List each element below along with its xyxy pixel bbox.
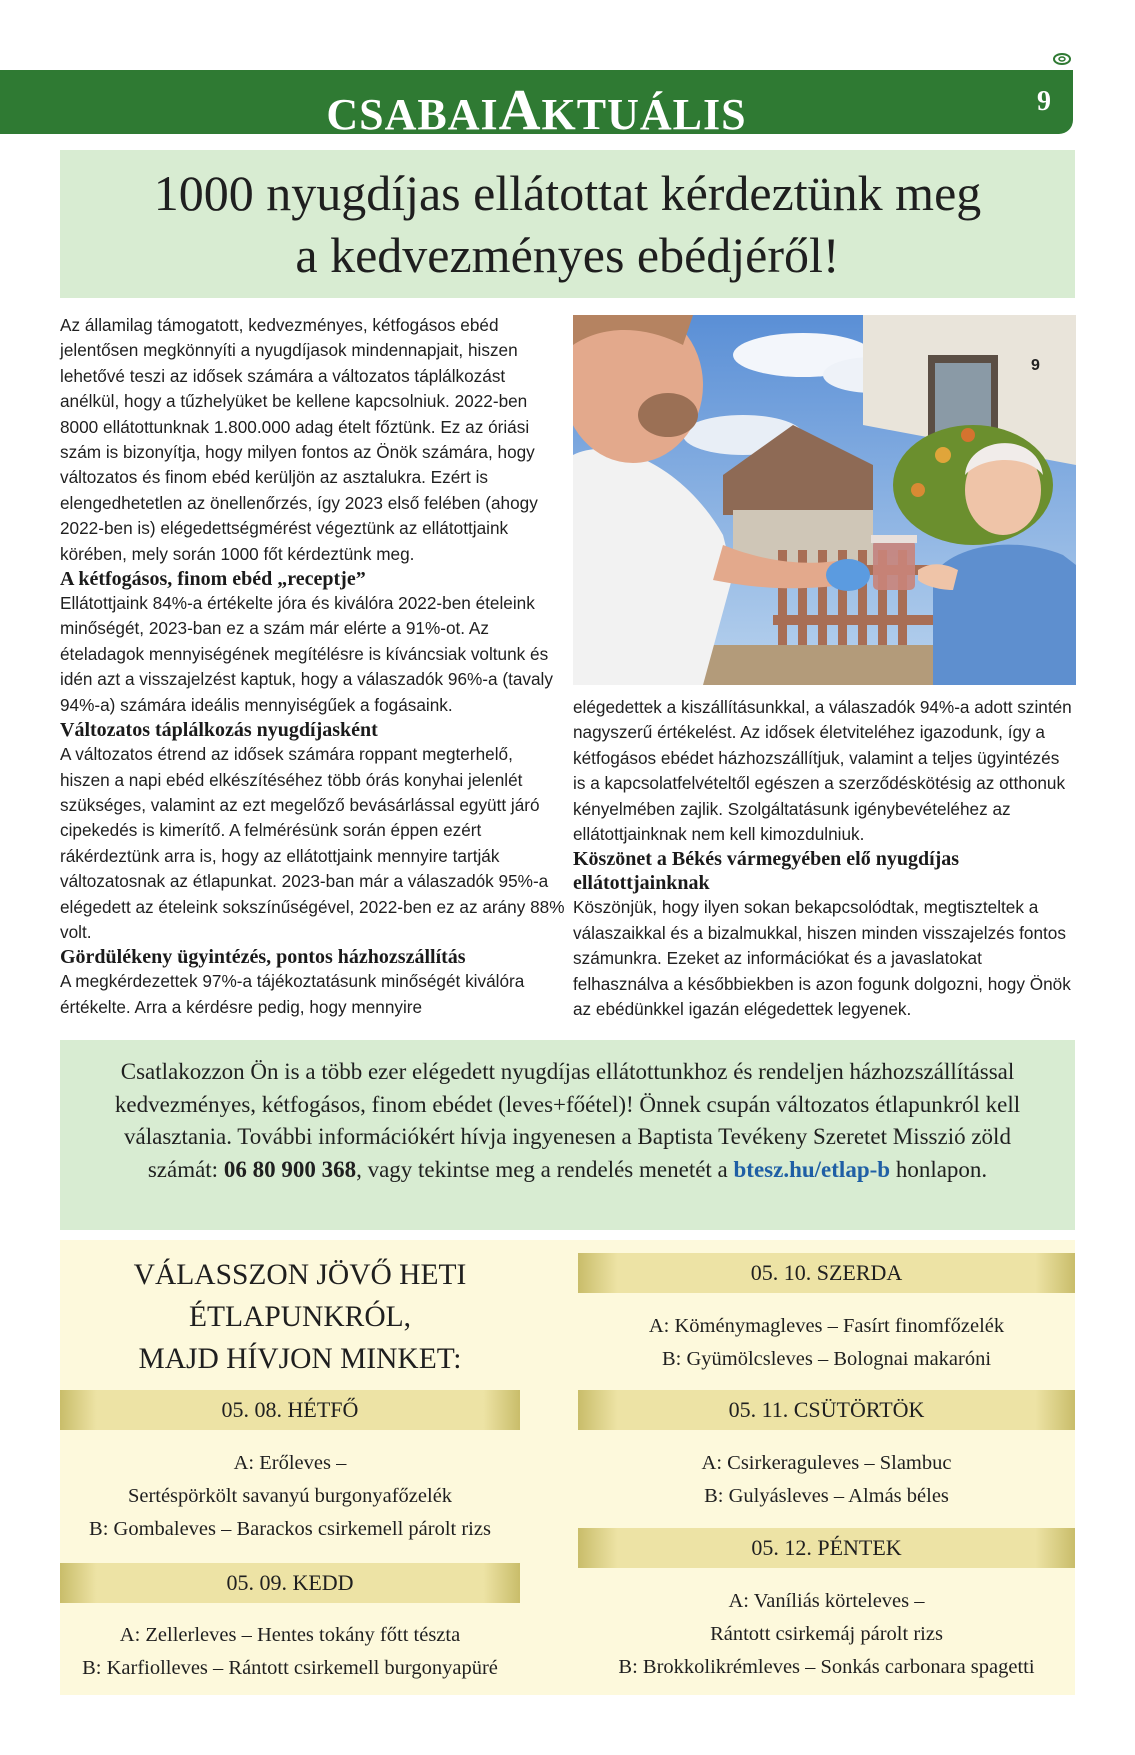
website-link[interactable]: btesz.hu/etlap-b (733, 1156, 891, 1182)
photo-illustration (573, 315, 1076, 685)
article-left-column (60, 313, 565, 1020)
header-bar (0, 70, 1073, 142)
article-intro: Az államilag támogatott, kedvezményes, kétfogásos ebéd jelentősen megkönnyíti a nyugdíjasok mindennapjait, hiszen lehetővé teszi az idősek számára a változatos táplálkozást anélkül, hogy a tűzhelyüket be kellene kapcsolniuk. 2022-ben 8000 ellátottunknak 1.800.000 adag ételt főztünk. Ez az óriási szám is bizonyítja, hogy milyen fontos az Önök számára, hogy változatos és finom ebéd kerüljön az asztalukra. Ezért is elengedhetetlen az önellenőrzés, így 2023 első felében (ahogy 2022-ben is) elégedettségmérést végeztünk az ellátottjaink körében, mely során 1000 főt kérdeztünk meg. (60, 315, 538, 564)
section-heading: A kétfogásos, finom ebéd „receptje” (60, 568, 366, 591)
section-heading: Köszönet a Békés vármegyében elő nyugdíjas ellátottjainknak (573, 848, 960, 895)
article-photo (573, 315, 1076, 685)
section-heading: Gördülékeny ügyintézés, pontos házhozszállítás (60, 946, 466, 969)
day-header-monday: 05. 08. HÉTFŐ (60, 1390, 520, 1430)
publication-title: CSABAIAKTUÁLIS (326, 77, 747, 142)
day-header-wednesday: 05. 10. SZERDA (578, 1253, 1075, 1293)
menu-item-wednesday: A: Köménymagleves – Fasírt finomfőzelék B: Gyümölcsleves – Bolognai makaróni (648, 1315, 1005, 1370)
call-to-action-text: Csatlakozzon Ön is a több ezer elégedett nyugdíjas ellátottunkhoz és rendeljen házhozszállítással kedvezményes, kétfogásos, finom ebédet (leves+főétel)! Önnek csupán változatos étlapunkról kell választania. További információkért hívja ingyenesen a Baptista Tevékeny Szeretet Misszió zöld számát: 06 80 900 368, vagy tekintse meg a rendelés menetét a btesz.hu/etlap-b honlapon. (114, 1059, 1021, 1182)
section-text: elégedettek a kiszállításunkkal, a válaszadók 94%-a adott szintén nagyszerű értékelést. Az idősek életviteléhez igazodunk, így a kétfogásos ebédet házhozszállítjuk, valamint a teljes ügyintézés is a kapcsolatfelvételtől egészen a szerződéskötésig az otthonuk kényelmében zajlik. Szolgáltatásunk igénybevételéhez az ellátottjainknak nem kell kimozdulniuk. (573, 697, 1072, 845)
phone-number: 06 80 900 368 (223, 1156, 357, 1182)
swirl-icon (1052, 52, 1072, 66)
call-to-action-box (60, 1040, 1075, 1230)
section-text: A megkérdezettek 97%-a tájékoztatásunk minőségét kiválóra értékelte. Arra a kérdésre pedig, hogy mennyire (60, 971, 525, 1017)
day-header-thursday: 05. 11. CSÜTÖRTÖK (578, 1390, 1075, 1430)
article-right-column (573, 695, 1075, 1022)
day-header-tuesday: 05. 09. KEDD (60, 1563, 520, 1603)
menu-item-monday: A: Erőleves – Sertéspörkölt savanyú burgonyafőzelék B: Gombaleves – Barackos csirkemell párolt rizs (89, 1452, 491, 1540)
section-heading: Változatos táplálkozás nyugdíjasként (60, 719, 378, 742)
menu-intro: VÁLASSZON JÖVŐ HETI ÉTLAPUNKRÓL, MAJD HÍVJON MINKET: (133, 1259, 467, 1375)
article-title-box (60, 150, 1075, 298)
svg-text:9: 9 (1031, 357, 1040, 374)
section-text: Köszönjük, hogy ilyen sokan bekapcsolódtak, megtiszteltek a válaszaikkal és a bizalmukkal, hiszen minden visszajelzés fontos számunkra. Ezeket az információkat és a javaslatokat felhasználva a későbbiekben is azon fogunk dolgozni, hogy Önök az ebédünkkel igazán elégedettek legyenek. (573, 897, 1071, 1020)
page-number: 9 (1037, 86, 1051, 117)
section-text: Ellátottjaink 84%-a értékelte jóra és kiválóra 2022-ben ételeink minőségét, 2023-ban ez a szám már elérte a 91%-ot. Az ételadagok mennyiségének megítélésre is kíváncsiak voltunk és idén azt a visszajelzést kaptuk, hogy a válaszadók 96%-a (tavaly 94%-a) számára ideális mennyiségűek a fogásaink. (60, 593, 553, 715)
article-title: 1000 nyugdíjas ellátottat kérdeztünk meg a kedvezményes ebédjéről! (153, 165, 982, 283)
weekly-menu (60, 1240, 1075, 1695)
menu-item-friday: A: Vaníliás körteleves – Rántott csirkemáj párolt rizs B: Brokkolikrémleves – Sonkás carbonara spagetti (618, 1590, 1035, 1678)
day-header-friday: 05. 12. PÉNTEK (578, 1528, 1075, 1568)
menu-item-thursday: A: Csirkeraguleves – Slambuc B: Gulyásleves – Almás béles (701, 1452, 952, 1507)
section-text: A változatos étrend az idősek számára roppant megterhelő, hiszen a napi ebéd elkészítéséhez több órás konyhai jelenlét szükséges, valamint az ezt megelőző bevásárlással együtt járó cipekedés is kimerítő. A felmérésünk során éppen ezért rákérdeztünk arra is, hogy az ellátottjaink mennyire tartják változatosnak az étlapunkat. 2023-ban már a válaszadók 95%-a elégedett az ételeink sokszínűségével, 2022-ben ez az arány 88% volt. (60, 744, 565, 942)
menu-item-tuesday: A: Zellerleves – Hentes tokány főtt tészta B: Karfiolleves – Rántott csirkemell burgonyapüré (82, 1624, 498, 1679)
